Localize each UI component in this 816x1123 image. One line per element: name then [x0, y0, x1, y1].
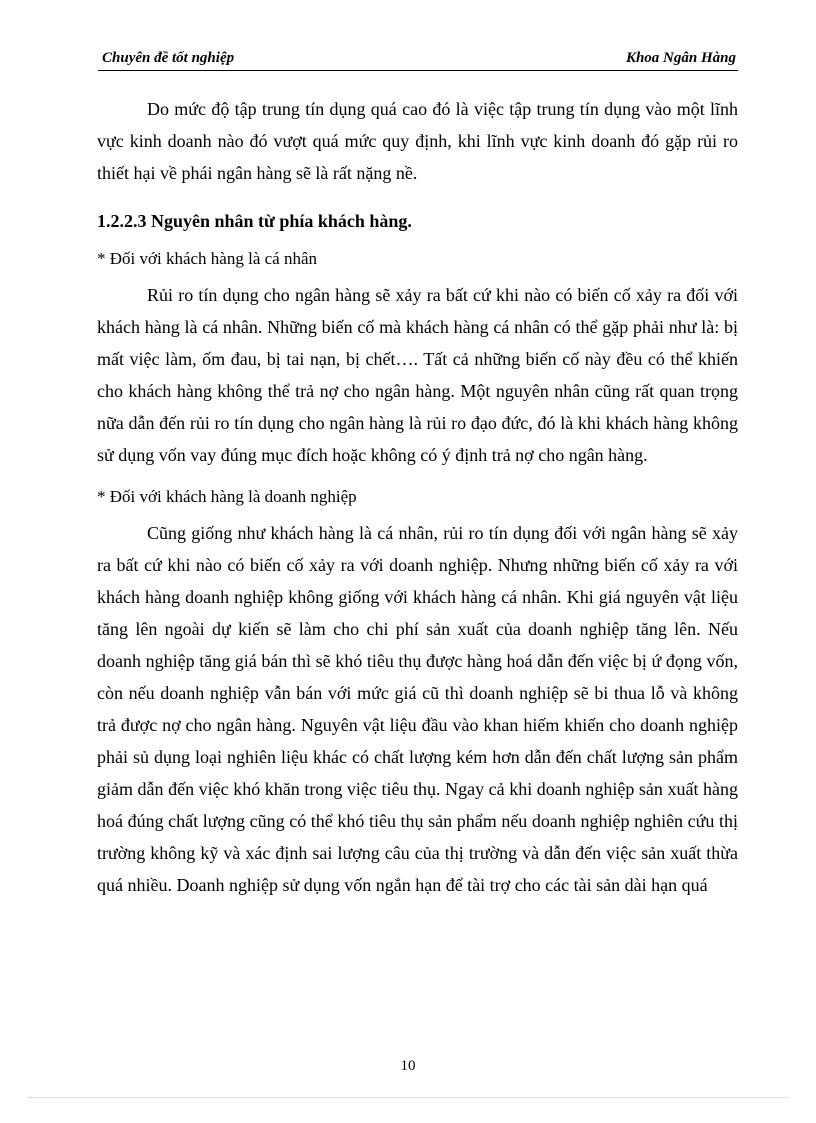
header-department: Khoa Ngân Hàng [625, 50, 736, 66]
page-bottom-divider [28, 1097, 788, 1098]
paragraph-spacer [97, 471, 738, 481]
page-header [98, 48, 738, 71]
header-document-title: Chuyên đề tốt nghiệp [102, 50, 235, 66]
intro-paragraph: Do mức độ tập trung tín dụng quá cao đó là việc tập trung tín dụng vào một lĩnh vực kinh doanh nào đó vượt quá mức quy định, khi lĩnh vực kinh doanh đó gặp rủi ro thiết hại về phái ngân hàng sẽ là rất nặng nề. [97, 99, 738, 183]
page-number: 10 [400, 1058, 416, 1074]
paragraph-spacer [97, 189, 738, 199]
paragraph-enterprise-customer: Cũng giống như khách hàng là cá nhân, rủi ro tín dụng đối với ngân hàng sẽ xảy ra bất cứ khi nào có biến cố xảy ra với doanh nghiệp. Nhưng những biến cố xảy ra với khách hàng doanh nghiệp không giống với khách hàng cá nhân. Khi giá nguyên vật liệu tăng lên ngoài dự kiến sẽ làm cho chi phí sản xuất của doanh nghiệp tăng lên. Nếu doanh nghiệp tăng giá bán thì sẽ khó tiêu thụ được hàng hoá dẫn đến việc bị ứ đọng vốn, còn nếu doanh nghiệp vẫn bán với mức giá cũ thì doanh nghiệp sẽ bi thua lỗ và không trả được nợ cho ngân hàng. Nguyên vật liệu đầu vào khan hiếm khiến cho doanh nghiệp phải sủ dụng loại nghiên liệu khác có chất lượng kém hơn dẫn đến chất lượng sản phẩm giảm dẫn đến việc khó khăn trong việc tiêu thụ. Ngay cả khi doanh nghiệp sản xuất hàng hoá đúng chất lượng cũng có thể khó tiêu thụ sản phẩm nếu doanh nghiệp nghiên cứu thị trường không kỹ và xác định sai lượng câu của thị trường và dẫn đến việc sản xuất thừa quá nhiều. Doanh nghiệp sử dụng vốn ngắn hạn để tài trợ cho các tài sản dài hạn quá [97, 523, 738, 895]
paragraph-individual-customer: Rủi ro tín dụng cho ngân hàng sẽ xảy ra bất cứ khi nào có biến cố xảy ra đối với khách hàng là cá nhân. Những biến cố mà khách hàng cá nhân có thể gặp phải như là: bị mất việc làm, ốm đau, bị tai nạn, bị chết…. Tất cả những biến cố này đều có thể khiến cho khách hàng không thể trả nợ cho ngân hàng. Một nguyên nhân cũng rất quan trọng nữa dẫn đến rủi ro tín dụng cho ngân hàng là rủi ro đạo đức, đó là khi khách hàng không sử dụng vốn vay đúng mục đích hoặc không có ý định trả nợ cho ngân hàng. [97, 285, 738, 465]
section-heading: 1.2.2.3 Nguyên nhân từ phía khách hàng. [97, 211, 412, 231]
page-body [97, 93, 738, 901]
bullet-enterprise-customer: * Đối với khách hàng là doanh nghiệp [97, 487, 357, 506]
bullet-individual-customer: * Đối với khách hàng là cá nhân [97, 249, 318, 268]
